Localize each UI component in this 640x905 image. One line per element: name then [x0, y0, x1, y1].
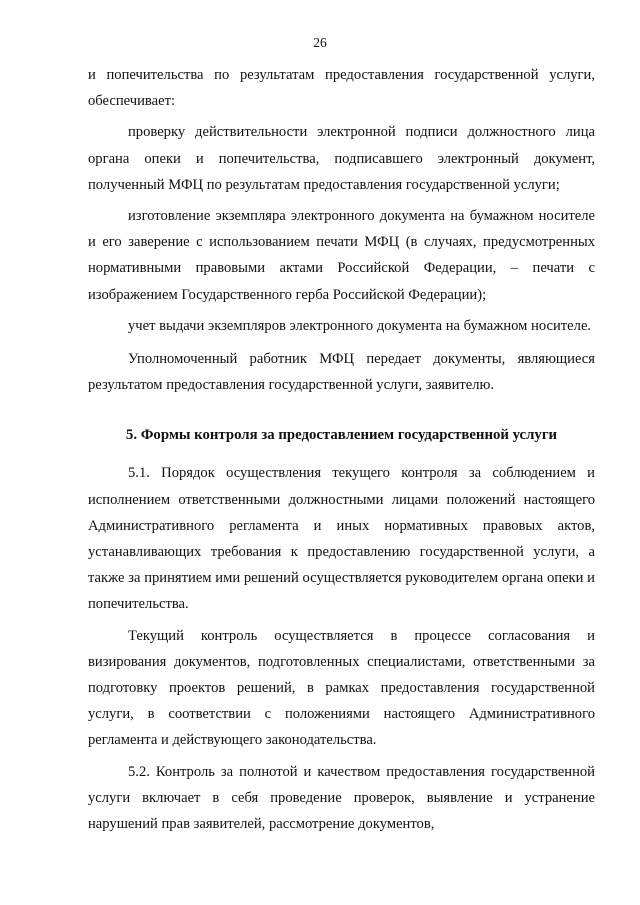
- paragraph-obespechivaet: и попечительства по результатам предоставления государственной услуги, обеспечивает:: [88, 67, 595, 110]
- paragraph-paper-copy: изготовление экземпляра электронного документа на бумажном носителе и его заверение с использованием печати МФЦ (в случаях, предусмотренных нормативными правовыми актами Российской Федерации, – печати с изображением Государственного герба Российской Федерации);: [88, 208, 595, 303]
- paragraph-signature-check: проверку действительности электронной подписи должностного лица органа опеки и попечительства, подписавшего электронный документ, полученный МФЦ по результатам предоставления государственной услуги;: [88, 124, 595, 193]
- paragraph-copy-accounting: учет выдачи экземпляров электронного документа на бумажном носителе.: [128, 317, 592, 334]
- paragraph-5-1: 5.1. Порядок осуществления текущего контроля за соблюдением и исполнением ответственными должностными лицами положений настоящего Административного регламента и иных нормативных правовых актов, устанавливающих требования к предоставлению государственной услуги, а также за принятием ими решений осуществляется руководителем органа опеки и попечительства.: [88, 465, 595, 613]
- section-heading: 5. Формы контроля за предоставлением государственной услуги: [125, 427, 558, 444]
- paragraph-5-2: 5.2. Контроль за полнотой и качеством предоставления государственной услуги включает в себя проведение проверок, выявление и устранение нарушений прав заявителей, рассмотрение документов,: [88, 763, 595, 833]
- document-body: [88, 62, 595, 837]
- paragraph-mfc-transfer: Уполномоченный работник МФЦ передает документы, являющиеся результатом предоставления государственной услуги, заявителю.: [88, 351, 595, 394]
- paragraph-current-control: Текущий контроль осуществляется в процессе согласования и визирования документов, подготовленных специалистами, ответственными за подготовку проектов решений, в рамках предоставления государственной услуги, в соответствии с положениями настоящего Административного регламента и действующего законодательства.: [88, 627, 595, 749]
- page-number: 26: [313, 35, 327, 50]
